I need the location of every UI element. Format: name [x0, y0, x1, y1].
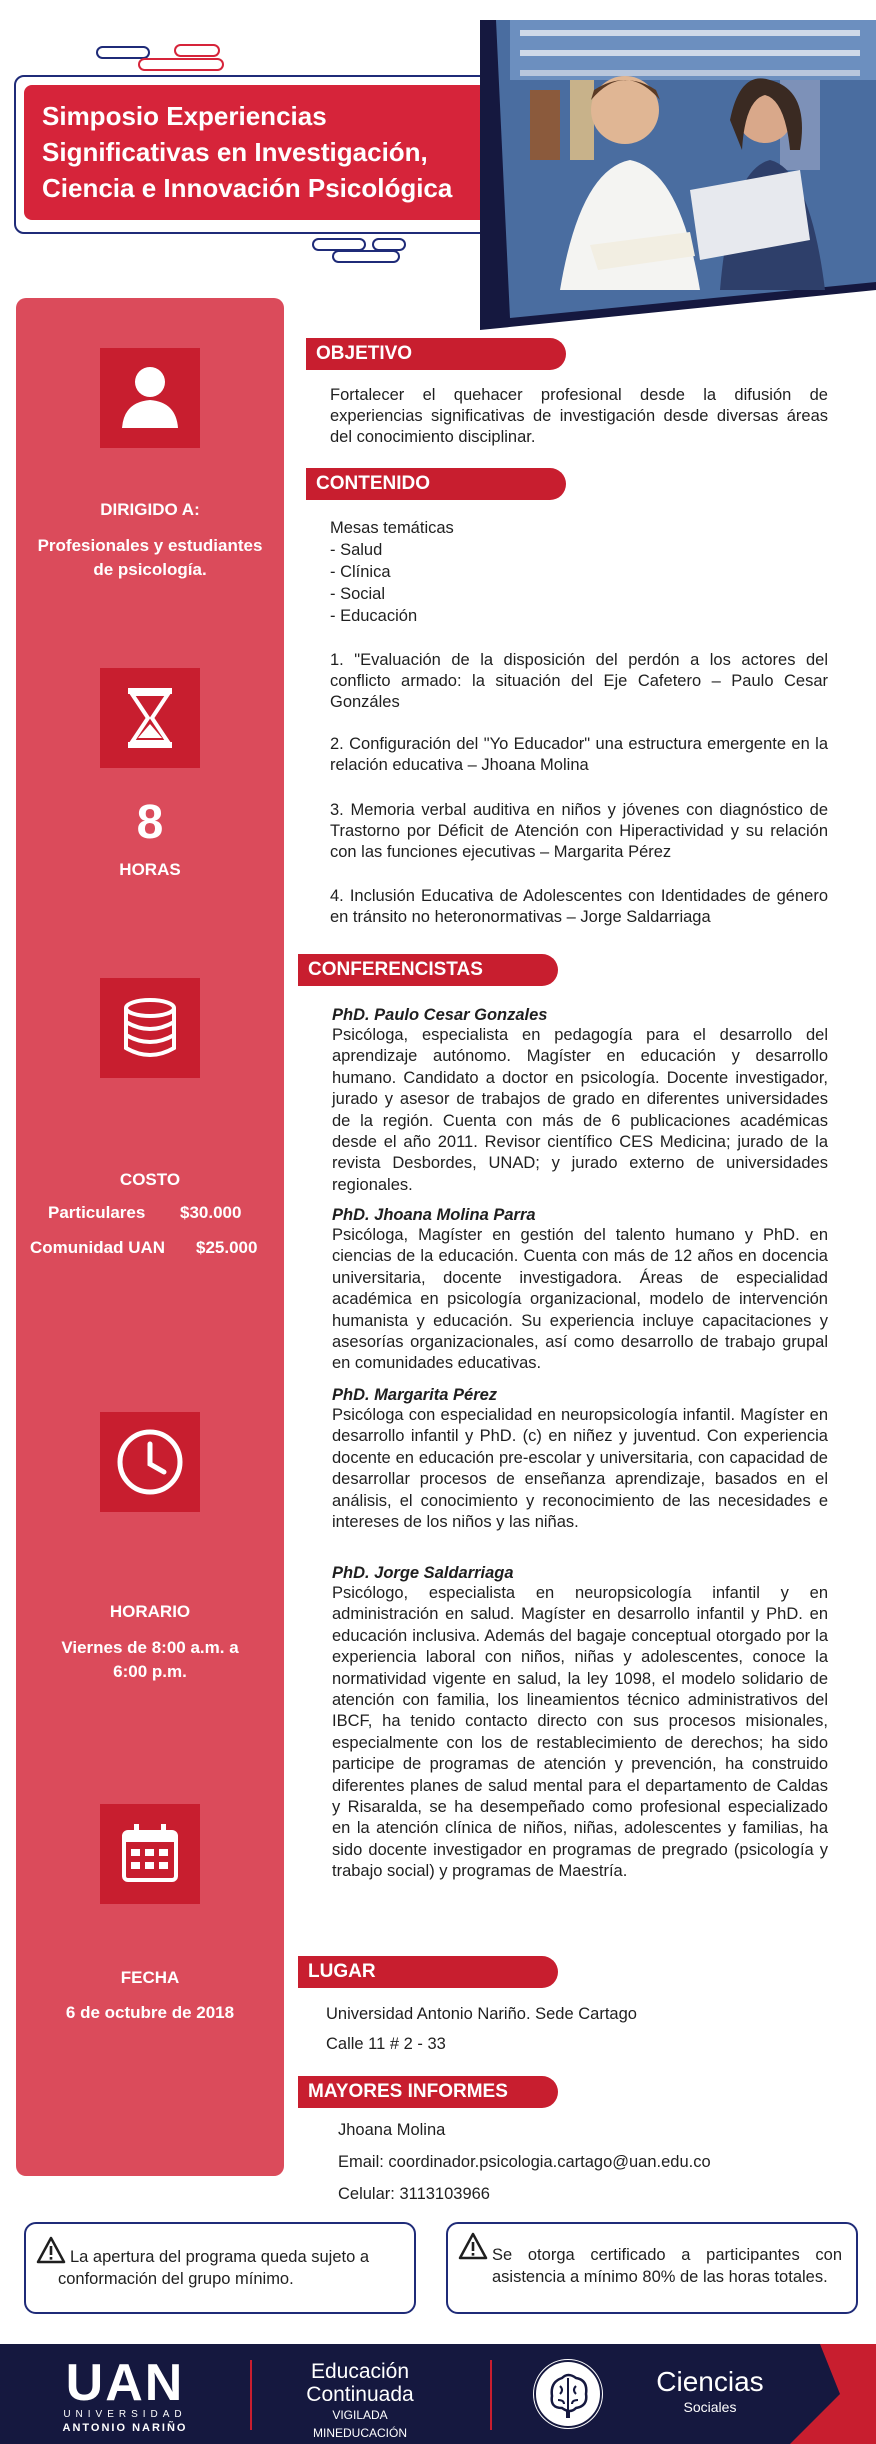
speaker-block [332, 1006, 828, 1196]
notice-box-left [24, 2222, 416, 2314]
divider [250, 2360, 252, 2430]
clock-icon [100, 1412, 200, 1512]
speaker-name: PhD. Margarita Pérez [332, 1386, 498, 1404]
mesa-item: - Clínica [330, 563, 391, 581]
mesas-title: Mesas temáticas [330, 519, 454, 537]
dirigido-line: de psicología. [93, 560, 207, 579]
costo-label: COSTO [119, 1170, 181, 1189]
brain-icon [530, 2356, 606, 2437]
objetivo-heading: OBJETIVO [306, 338, 566, 370]
calendar-icon [100, 1804, 200, 1904]
contenido-item: 3. Memoria verbal auditiva en niños y jóvenes con diagnóstico de Trastorno por Déficit de Atención con Hiperactividad y su relación con las funciones ejecutivas – Margarita Pérez [330, 801, 828, 861]
fecha-value: 6 de octubre de 2018 [65, 2003, 235, 2022]
speaker-bio: Psicóloga con especialidad en neuropsicología infantil. Magíster en desarrollo infantil y PhD. (c) en niñez y juventud. Con experiencia docente en educación pre-escolar y universitaria, con capacidad de desarrollar procesos de enseñanza aprendizaje, basados en el análisis, el conocimiento y reconocimiento de las necesidades e intereses de los niños y las niñas. [332, 1406, 828, 1532]
particulares-label: Particulares [48, 1203, 146, 1222]
speaker-bio: Psicóloga, Magíster en gestión del talento humano y PhD. en ciencias de la educación. Cuenta con más de 12 años en docencia universitaria, docente investigadora. Áreas de especialidad académica en psicología organizacional, modelo de intervención humanista y educación. Su experiencia incluye capacitaciones y asesorías organizacionales, así como desarrollo de trabajo grupal en comunidades educativas. [332, 1226, 828, 1373]
horario-line: 6:00 p.m. [113, 1662, 187, 1681]
educacion-continuada [290, 2360, 430, 2442]
particulares-price: $30.000 [180, 1203, 242, 1222]
lugar-heading: LUGAR [298, 1956, 558, 1988]
contact-email[interactable]: Email: coordinador.psicologia.cartago@uan.edu.co [338, 2153, 711, 2171]
uan-logo-sub: ANTONIO NARIÑO [62, 2422, 188, 2434]
uan-logo-text: UAN [65, 2354, 185, 2412]
speaker-name: PhD. Jorge Saldarriaga [332, 1564, 514, 1582]
uan-logo [40, 2354, 210, 2435]
contenido-item: 1. "Evaluación de la disposición del perdón a los actores del conflicto armado: la situación del Eje Cafetero – Paulo Cesar Gonzáles [330, 651, 828, 711]
speaker-block [332, 1564, 828, 1883]
objetivo-text: Fortalecer el quehacer profesional desde la difusión de experiencias significativas de investigación desde diversas áreas del conocimiento disciplinar. [330, 386, 828, 446]
notice-text: Se otorga certificado a participantes con asistencia a mínimo 80% de las horas totales. [492, 2246, 842, 2286]
fecha-label: FECHA [120, 1968, 180, 1987]
mesa-item: - Educación [330, 607, 418, 625]
event-title [24, 85, 502, 220]
horario-line: Viernes de 8:00 a.m. a [61, 1638, 239, 1657]
ciencias-title: Ciencias [656, 2366, 764, 2397]
hourglass-icon [100, 668, 200, 768]
educ-line: Continuada [306, 2383, 414, 2406]
speaker-bio: Psicólogo, especialista en neuropsicología infantil y en administración en salud. Magíster en desarrollo infantil y PhD. en educación inclusiva. Además del bagaje conceptual otorgado por la experiencia laboral con niños, niñas y adolescentes, conoce la normatividad vigente en salud, la ley 1098, el modelo solidario de atención con familia, los lineamientos técnico administrativos del IBCF, ha tenido contacto directo con sus procesos misionales, especialmente con los de restablecimiento de derechos; ha sido participe de programas de atención y prevención, ha construido diferentes planes de salud mental para el departamento de Caldas y Risaralda, se ha desempeñado como profesional especializado en la atención clínica de niños, niñas, adolescentes y familias, ha sido docente investigador en programas de pregrado (psicología y trabajo social) y programas de Maestría. [332, 1584, 828, 1881]
contact-name: Jhoana Molina [338, 2121, 446, 2139]
decor-pill [138, 58, 224, 71]
contenido-heading: CONTENIDO [306, 468, 566, 500]
uan-logo-sub: UNIVERSIDAD [63, 2409, 187, 2420]
decor-pill [174, 44, 220, 57]
contact-phone[interactable]: Celular: 3113103966 [338, 2185, 490, 2203]
lugar-line: Calle 11 # 2 - 33 [326, 2035, 446, 2053]
speaker-block [332, 1386, 828, 1533]
dirigido-label: DIRIGIDO A: [100, 500, 200, 519]
notice-text: La apertura del programa queda sujeto a conformación del grupo mínimo. [58, 2248, 370, 2288]
info-sidebar [16, 298, 284, 2176]
divider [490, 2360, 492, 2430]
lugar-line: Universidad Antonio Nariño. Sede Cartago [326, 2005, 637, 2023]
comunidad-price: $25.000 [196, 1238, 258, 1257]
informes-heading: MAYORES INFORMES [298, 2076, 558, 2108]
horario-label: HORARIO [109, 1602, 191, 1621]
students-photo [480, 0, 876, 330]
mesa-item: - Social [330, 585, 386, 603]
warning-icon [458, 2232, 488, 2266]
conferencistas-heading: CONFERENCISTAS [298, 954, 558, 986]
educ-line: Educación [310, 2360, 410, 2383]
decor-pill [332, 250, 400, 263]
horas-label: HORAS [119, 860, 181, 879]
title-line: Ciencia e Innovación Psicológica [42, 173, 453, 203]
title-line: Simposio Experiencias [42, 101, 327, 131]
dirigido-line: Profesionales y estudiantes [37, 536, 263, 555]
mesa-item: - Salud [330, 541, 383, 559]
speaker-block [332, 1206, 828, 1375]
ciencias-sociales [640, 2366, 780, 2416]
contenido-item: 4. Inclusión Educativa de Adolescentes con Identidades de género en tránsito no heteronormativas – Jorge Saldarriaga [330, 887, 828, 926]
person-icon [100, 348, 200, 448]
database-icon [100, 978, 200, 1078]
footer-bar [0, 2344, 876, 2444]
contenido-item: 2. Configuración del "Yo Educador" una estructura emergente en la relación educativa – Jhoana Molina [330, 735, 828, 774]
decor-pill [96, 46, 150, 59]
speaker-bio: Psicóloga, especialista en pedagogía para el desarrollo del aprendizaje autónomo. Magíster en educación y desarrollo humano. Candidato a doctor en psicología. Docente investigador, jurado y asesor de trabajos de grado en diferentes universidades de la región. Cuenta con más de 6 publicaciones académicas desde el año 2011. Revisor científico CES Medicina; jurado de la revista Desbordes, UNAD; y jurado externo de universidades regionales. [332, 1026, 828, 1194]
educ-line: VIGILADA MINEDUCACIÓN [312, 2408, 407, 2440]
speaker-name: PhD. Paulo Cesar Gonzales [332, 1006, 548, 1024]
horas-number: 8 [136, 796, 164, 849]
title-line: Significativas en Investigación, [42, 137, 428, 167]
speaker-name: PhD. Jhoana Molina Parra [332, 1206, 536, 1224]
notice-box-right [446, 2222, 858, 2314]
comunidad-label: Comunidad UAN [30, 1238, 166, 1257]
ciencias-sub: Sociales [683, 2399, 737, 2415]
